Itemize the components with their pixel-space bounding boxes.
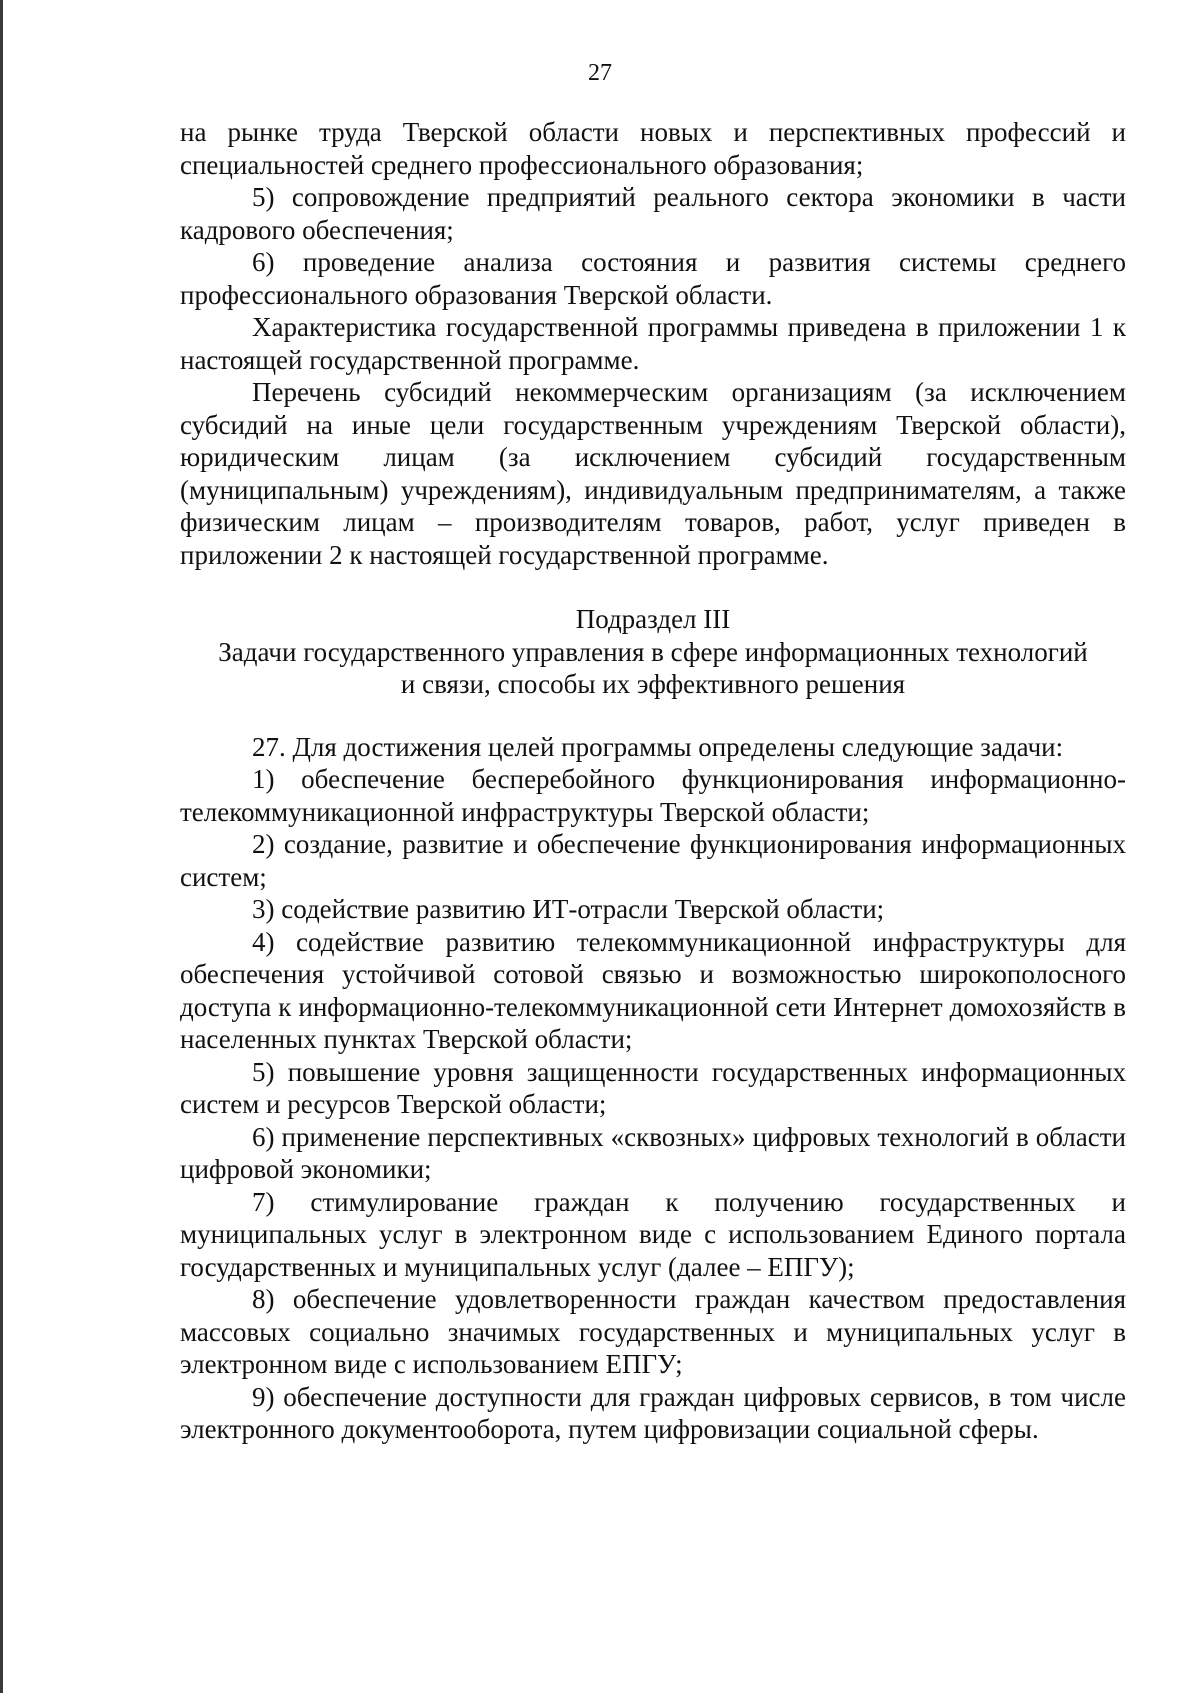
paragraph-characteristics: Характеристика государственной программы приведена в приложении 1 к настоящей государственной программе. [180,312,1126,375]
paragraph-item-5: 5) сопровождение предприятий реального сектора экономики в части кадрового обеспечения; [180,182,1126,245]
task-item-8: 8) обеспечение удовлетворенности граждан качеством предоставления массовых социально значимых государственных и муниципальных услуг в электронном виде с использованием ЕПГУ; [180,1284,1126,1379]
task-item-7: 7) стимулирование граждан к получению государственных и муниципальных услуг в электронном виде с использованием Единого портала государственных и муниципальных услуг (далее – ЕПГУ); [180,1186,1126,1282]
page-number: 27 [588,60,612,86]
paragraph-subsidies: Перечень субсидий некоммерческим организациям (за исключением субсидий на иные цели государственным учреждениям Тверской области), юридическим лицам (за исключением субсидий государственным (муниципальным) учреждениям), индивидуальным предпринимателям, а также физическим лицам – производителям товаров, работ, услуг приведен в приложении 2 к настоящей государственной программе. [180,377,1126,570]
paragraph-tasks-intro: 27. Для достижения целей программы определены следующие задачи: [252,731,1064,762]
document-body [180,116,1126,1446]
task-item-3: 3) содействие развитию ИТ-отрасли Тверской области; [252,894,885,924]
paragraph-continuation: на рынке труда Тверской области новых и перспективных профессий и специальностей среднего профессионального образования; [180,117,1126,180]
section-title-line-1: Задачи государственного управления в сфере информационных технологий [218,636,1088,667]
task-item-2: 2) создание, развитие и обеспечение функционирования информационных систем; [180,829,1126,892]
task-item-9: 9) обеспечение доступности для граждан цифровых сервисов, в том числе электронного документооборота, путем цифровизации социальной сферы. [180,1381,1126,1444]
task-item-5: 5) повышение уровня защищенности государственных информационных систем и ресурсов Тверской области; [180,1056,1126,1119]
section-title-line-2: и связи, способы их эффективного решения [400,669,906,699]
section-label: Подраздел III [575,604,731,634]
scan-edge-line [0,0,3,1693]
task-item-6: 6) применение перспективных «сквозных» цифровых технологий в области цифровой экономики; [180,1121,1126,1184]
paragraph-item-6: 6) проведение анализа состояния и развития системы среднего профессионального образования Тверской области. [180,247,1126,310]
task-item-1: 1) обеспечение бесперебойного функционирования информационно-телекоммуникационной инфраструктуры Тверской области; [180,764,1126,827]
task-item-4: 4) содействие развитию телекоммуникационной инфраструктуры для обеспечения устойчивой сотовой связью и возможностью широкополосного доступа к информационно-телекоммуникационной сети Интернет домохозяйств в населенных пунктах Тверской области; [180,926,1126,1054]
